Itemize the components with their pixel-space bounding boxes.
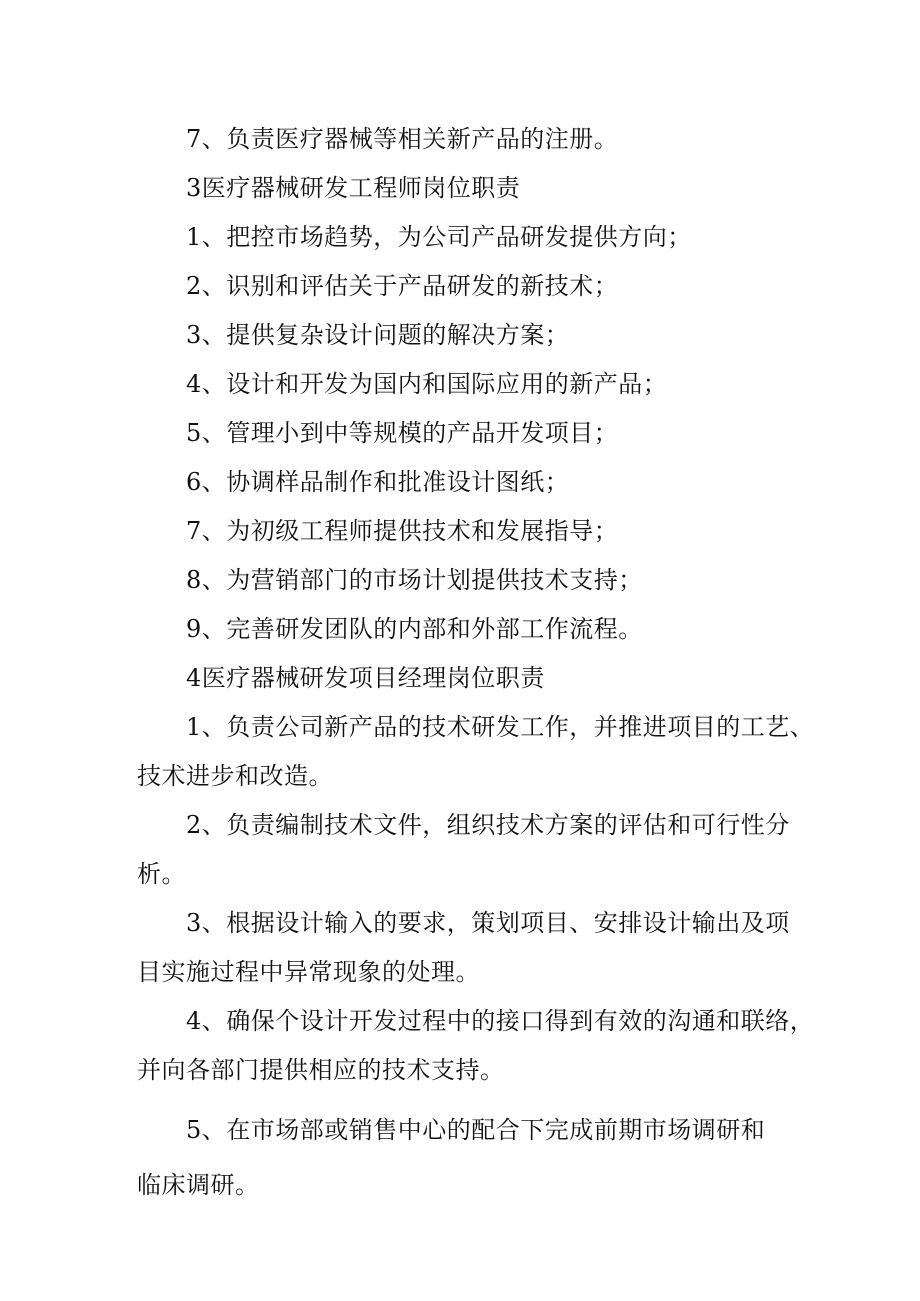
engineer-duty-7: 7、为初级工程师提供技术和发展指导； (186, 517, 619, 545)
manager-duty-3-line-1: 3、根据设计输入的要求，策划项目、安排设计输出及项 (186, 909, 790, 937)
manager-duty-3-line-2: 目实施过程中异常现象的处理。 (137, 958, 480, 986)
engineer-duty-2: 2、识别和评估关于产品研发的新技术； (186, 272, 619, 300)
manager-duty-5-line-2: 临床调研。 (137, 1171, 260, 1199)
section-heading-engineer: 3医疗器械研发工程师岗位职责 (186, 174, 521, 202)
manager-duty-4-line-2: 并向各部门提供相应的技术支持。 (137, 1056, 505, 1084)
manager-duty-2-line-1: 2、负责编制技术文件，组织技术方案的评估和可行性分 (186, 811, 790, 839)
list-item-register: 7、负责医疗器械等相关新产品的注册。 (186, 125, 619, 153)
manager-duty-5-line-1: 5、在市场部或销售中心的配合下完成前期市场调研和 (186, 1116, 766, 1144)
engineer-duty-9: 9、完善研发团队的内部和外部工作流程。 (186, 615, 643, 643)
manager-duty-1-line-2: 技术进步和改造。 (137, 762, 333, 790)
engineer-duty-5: 5、管理小到中等规模的产品开发项目； (186, 419, 619, 447)
section-heading-manager: 4医疗器械研发项目经理岗位职责 (186, 664, 545, 692)
engineer-duty-8: 8、为营销部门的市场计划提供技术支持； (186, 566, 643, 594)
engineer-duty-3: 3、提供复杂设计问题的解决方案； (186, 321, 570, 349)
engineer-duty-6: 6、协调样品制作和批准设计图纸； (186, 468, 570, 496)
manager-duty-4-line-1: 4、确保个设计开发过程中的接口得到有效的沟通和联络， (186, 1007, 815, 1035)
engineer-duty-4: 4、设计和开发为国内和国际应用的新产品； (186, 370, 668, 398)
manager-duty-1-line-1: 1、负责公司新产品的技术研发工作，并推进项目的工艺、 (186, 713, 815, 741)
manager-duty-2-line-2: 析。 (137, 860, 186, 888)
engineer-duty-1: 1、把控市场趋势，为公司产品研发提供方向； (186, 223, 692, 251)
